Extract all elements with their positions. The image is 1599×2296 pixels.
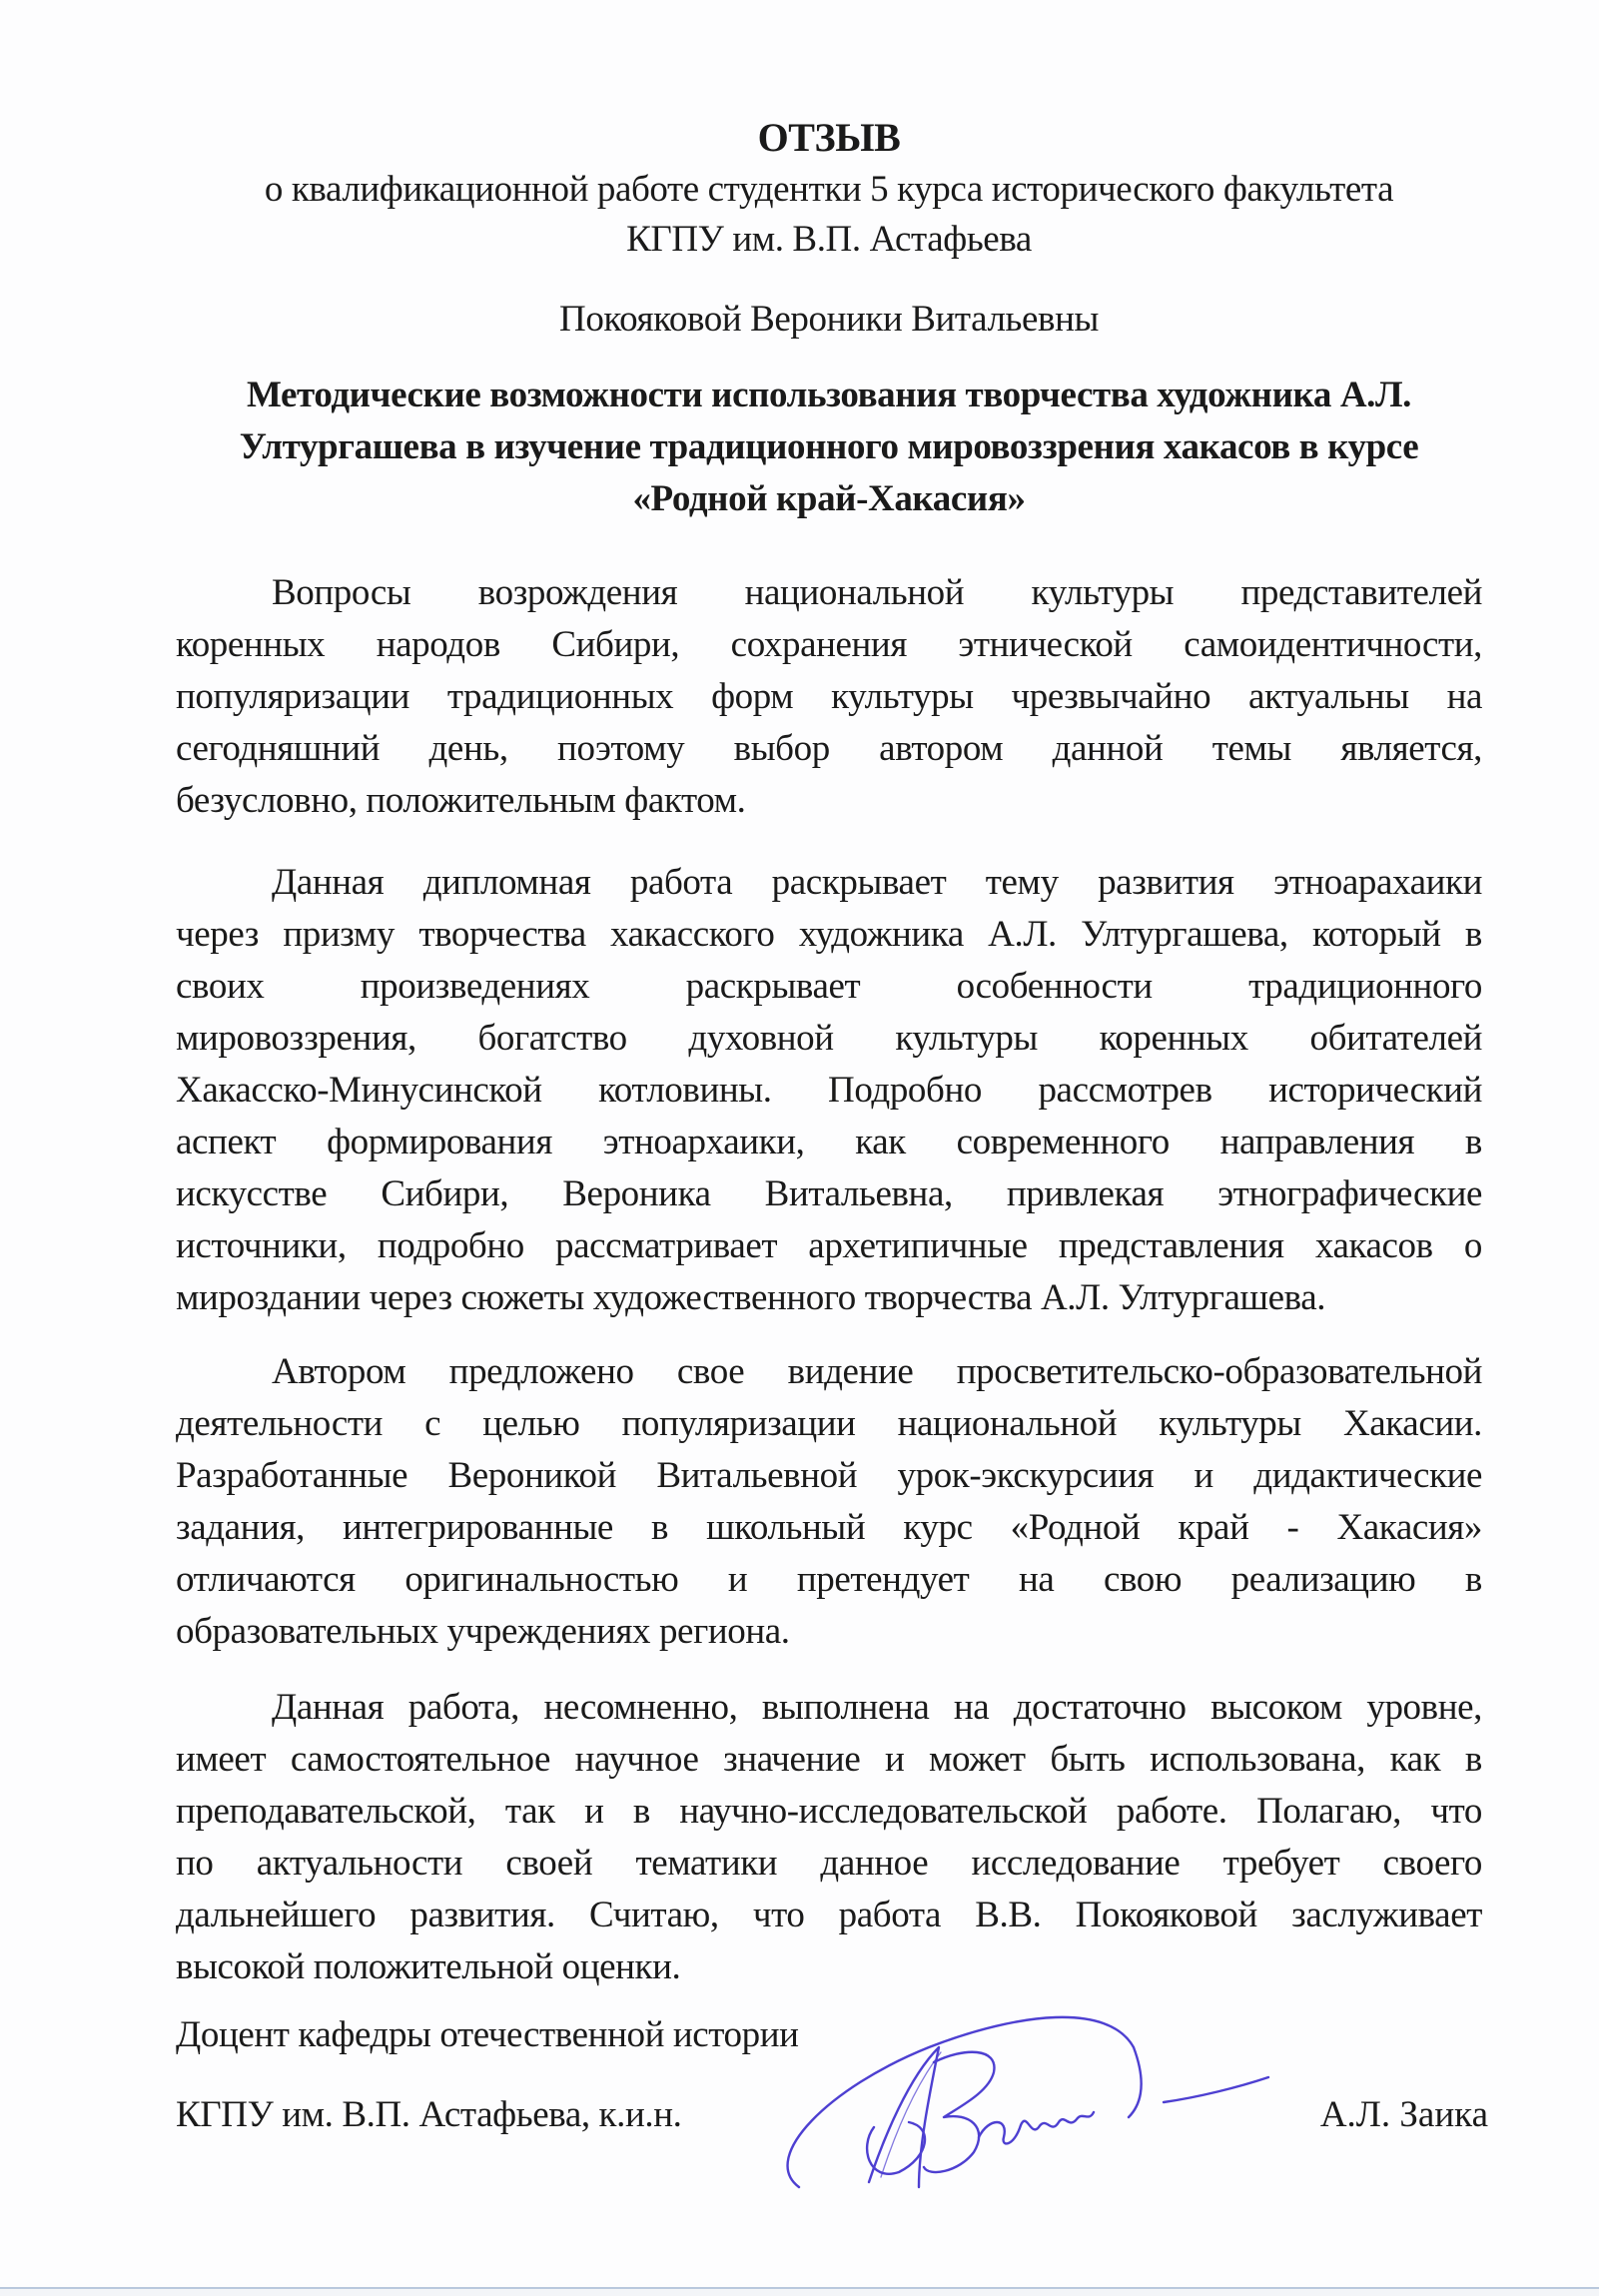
paragraph-1-line-3: популяризации традиционных форм культуры чрезвычайно актуальны на (176, 676, 1482, 717)
paragraph-2-line-9: мироздании через сюжеты художественного творчества А.Л. Ултургашева. (176, 1277, 1326, 1318)
paragraph-2-line-5: Хакасско-Минусинской котловины. Подробно рассмотрев исторический (176, 1070, 1482, 1111)
document-subtitle-line-1: о квалификационной работе студентки 5 курса исторического факультета (264, 169, 1394, 210)
paragraph-2-line-3: своих произведениях раскрывает особенности традиционного (176, 966, 1482, 1007)
paragraph-2-line-1: Данная дипломная работа раскрывает тему развития этноарахаики (272, 862, 1482, 903)
paragraph-2-line-6: аспект формирования этноархаики, как современного направления в (176, 1122, 1482, 1162)
signer-position-line-2: КГПУ им. В.П. Астафьева, к.и.н. (176, 2094, 682, 2135)
signature-dash-stroke (1164, 2077, 1268, 2102)
paragraph-4-line-2: имеет самостоятельное научное значение и может быть использована, как в (176, 1739, 1482, 1780)
student-name: Покояковой Вероники Витальевны (559, 299, 1099, 340)
signature-letter-stroke (979, 2112, 1094, 2143)
paragraph-4-line-1: Данная работа, несомненно, выполнена на достаточно высоком уровне, (272, 1687, 1482, 1728)
paragraph-3-line-6: образовательных учреждениях региона. (176, 1611, 790, 1652)
paragraph-1-line-2: коренных народов Сибири, сохранения этнической самоидентичности, (176, 624, 1482, 665)
paragraph-2-line-4: мировоззрения, богатство духовной культуры коренных обитателей (176, 1018, 1482, 1059)
document-subtitle-line-2: КГПУ им. В.П. Астафьева (626, 219, 1032, 260)
paragraph-4-line-5: дальнейшего развития. Считаю, что работа В.В. Покояковой заслуживает (176, 1895, 1482, 1935)
signature-letter-stroke (881, 2052, 941, 2177)
paragraph-1-line-5: безусловно, положительным фактом. (176, 780, 746, 821)
paragraph-3-line-1: Автором предложено свое видение просветительско-образовательной (272, 1351, 1482, 1392)
handwritten-signature (769, 2007, 1328, 2207)
paragraph-3-line-2: деятельности с целью популяризации национальной культуры Хакасии. (176, 1403, 1482, 1444)
paragraph-2-line-7: искусстве Сибири, Вероника Витальевна, привлекая этнографические (176, 1173, 1482, 1214)
scan-bottom-strip (0, 2289, 1599, 2296)
paragraph-4-line-6: высокой положительной оценки. (176, 1946, 681, 1987)
thesis-title-line-3: «Родной край-Хакасия» (632, 478, 1026, 519)
paragraph-3-line-3: Разработанные Вероникой Витальевной урок-экскурсиия и дидактические (176, 1455, 1482, 1496)
paragraph-3-line-4: задания, интегрированные в школьный курс «Родной край - Хакасия» (176, 1507, 1482, 1548)
paragraph-2-line-2: через призму творчества хакасского художника А.Л. Ултургашева, который в (176, 914, 1482, 955)
paragraph-3-line-5: отличаются оригинальностью и претендует на свою реализацию в (176, 1559, 1482, 1600)
paragraph-4-line-3: преподавательской, так и в научно-исследовательской работе. Полагаю, что (176, 1791, 1482, 1832)
paragraph-4-line-4: по актуальности своей тематики данное исследование требует своего (176, 1843, 1482, 1884)
paragraph-2-line-8: источники, подробно рассматривает архетипичные представления хакасов о (176, 1225, 1482, 1266)
signer-position-line-1: Доцент кафедры отечественной истории (176, 2014, 799, 2055)
paragraph-1-line-4: сегодняшний день, поэтому выбор автором данной темы является, (176, 728, 1482, 769)
document-title: ОТЗЫВ (757, 115, 901, 160)
thesis-title-line-2: Ултургашева в изучение традиционного мировоззрения хакасов в курсе (239, 426, 1419, 467)
signer-name: А.Л. Заика (1319, 2094, 1488, 2135)
thesis-title-line-1: Методические возможности использования творчества художника А.Л. (246, 375, 1412, 415)
paragraph-1-line-1: Вопросы возрождения национальной культуры представителей (272, 572, 1482, 613)
